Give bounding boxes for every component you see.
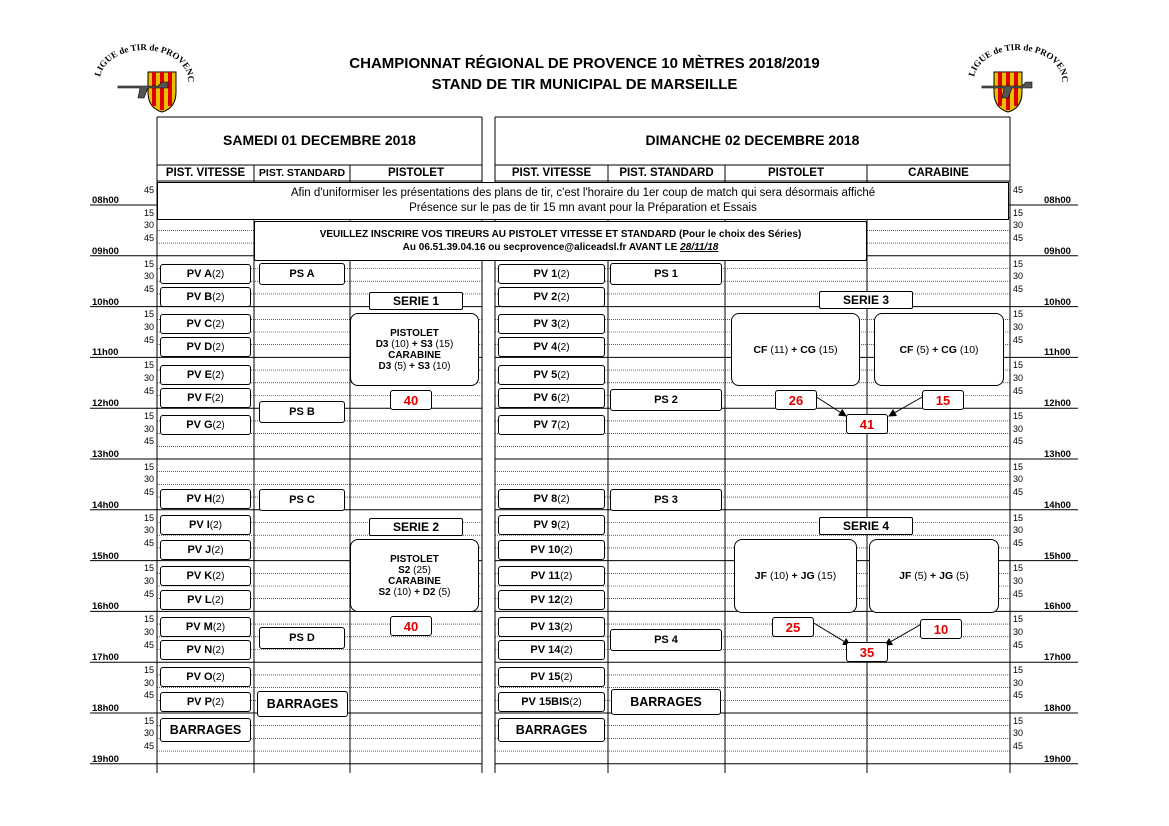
- sun-pv-5: PV 5 (2): [498, 365, 605, 385]
- quarter-label-left: 45: [143, 185, 154, 195]
- quarter-label-right: 15: [1013, 563, 1024, 574]
- sun-pv-4: PV 4 (2): [498, 337, 605, 357]
- hour-label-right: 09h00: [1044, 245, 1071, 257]
- quarter-label-right: 30: [1013, 728, 1024, 739]
- notice-line-1: Afin d'uniformiser les présentations des plans de tir, c'est l'horaire du 1er coup de match qui sera désormais affiché: [290, 187, 876, 199]
- serie-4-total: 35: [846, 642, 888, 662]
- quarter-label-right: 45: [1013, 537, 1024, 548]
- sun-pv-11: PV 11 (2): [498, 566, 605, 586]
- quarter-label-right: 15: [1013, 258, 1024, 269]
- sun-pv-9: PV 9 (2): [498, 515, 605, 535]
- quarter-label-right: 45: [1013, 487, 1024, 498]
- inscription-line-2: Au 06.51.39.04.16 ou secprovence@aliceadsl.fr AVANT LE 28/11/18: [402, 242, 719, 253]
- sat-barrages-pv: BARRAGES: [160, 718, 251, 742]
- serie-4-group-jf-jg-a: JF (10) + JG (15): [734, 539, 857, 613]
- quarter-label-left: 45: [143, 537, 154, 548]
- sat-pv-1: PV A (2): [160, 264, 251, 284]
- quarter-label-left: 30: [143, 474, 154, 485]
- sat-ps-2: PS B: [259, 401, 345, 423]
- sat-pv-8: PV H (2): [160, 489, 251, 509]
- quarter-label-left: 15: [143, 664, 154, 675]
- quarter-label-right: 30: [1013, 372, 1024, 383]
- sat-pv-14: PV N (2): [160, 640, 251, 660]
- notice-banner: [157, 182, 1009, 220]
- quarter-label-right: 45: [1013, 185, 1024, 195]
- quarter-label-right: 30: [1013, 677, 1024, 688]
- quarter-label-left: 15: [143, 207, 154, 218]
- quarter-label-right: 30: [1013, 220, 1024, 231]
- quarter-label-right: 45: [1013, 334, 1024, 345]
- deadline-date: 28/11/18: [680, 242, 719, 253]
- serie-4-group-jf-jg-b: JF (5) + JG (5): [869, 539, 999, 613]
- sun-pv-7: PV 7 (2): [498, 415, 605, 435]
- quarter-label-left: 45: [143, 690, 154, 701]
- sun-pv-6: PV 6 (2): [498, 388, 605, 408]
- notice-line-2: Présence sur le pas de tir 15 mn avant pour la Préparation et Essais: [409, 202, 757, 214]
- quarter-label-left: 15: [143, 360, 154, 371]
- hour-label-left: 18h00: [92, 703, 119, 714]
- sat-pv-10: PV J (2): [160, 540, 251, 560]
- col-header-sat-ps: PIST. STANDARD: [258, 167, 346, 179]
- quarter-label-right: 30: [1013, 576, 1024, 586]
- quarter-label-left: 30: [143, 576, 154, 586]
- quarter-label-left: 15: [143, 410, 154, 421]
- serie-3-group-cf-cg-b: CF (5) + CG (10): [874, 313, 1004, 386]
- serie-2-count: 40: [390, 616, 432, 636]
- sat-pv-4: PV D (2): [160, 337, 251, 357]
- serie-4-label: SERIE 4: [819, 517, 913, 535]
- quarter-label-right: 45: [1013, 283, 1024, 294]
- quarter-label-right: 30: [1013, 474, 1024, 485]
- sun-ps-4: PS 4: [610, 629, 722, 651]
- quarter-label-right: 15: [1013, 715, 1024, 726]
- quarter-label-left: 30: [143, 525, 154, 536]
- quarter-label-left: 15: [143, 512, 154, 523]
- hour-label-left: 09h00: [92, 245, 119, 257]
- hour-label-left: 08h00: [92, 195, 119, 206]
- sun-pv-1: PV 1 (2): [498, 264, 605, 284]
- serie-4b-count: 10: [920, 619, 962, 639]
- hour-label-right: 12h00: [1044, 398, 1071, 410]
- quarter-label-right: 45: [1013, 436, 1024, 447]
- quarter-label-left: 30: [143, 423, 154, 434]
- col-header-sun-pistolet: PISTOLET: [767, 167, 825, 179]
- sun-pv-10: PV 10 (2): [498, 540, 605, 560]
- quarter-label-left: 15: [143, 715, 154, 726]
- sun-ps-3: PS 3: [610, 489, 722, 511]
- sat-ps-4: PS D: [259, 627, 345, 649]
- hour-label-right: 19h00: [1044, 753, 1071, 765]
- quarter-label-right: 45: [1013, 639, 1024, 650]
- quarter-label-right: 30: [1013, 322, 1024, 332]
- sat-pv-9: PV I (2): [160, 515, 251, 535]
- quarter-label-left: 45: [143, 741, 154, 752]
- day-header-sunday: DIMANCHE 02 DECEMBRE 2018: [645, 132, 860, 148]
- sun-pv-14: PV 14 (2): [498, 640, 605, 660]
- hour-label-left: 16h00: [92, 601, 119, 613]
- sun-pv-12: PV 12 (2): [498, 590, 605, 610]
- quarter-label-right: 45: [1013, 233, 1024, 244]
- quarter-label-left: 45: [143, 233, 154, 244]
- sun-ps-2: PS 2: [610, 389, 722, 411]
- quarter-label-left: 45: [143, 487, 154, 498]
- hour-label-left: 12h00: [92, 398, 119, 410]
- sat-pv-7: PV G (2): [160, 415, 251, 435]
- quarter-label-right: 15: [1013, 614, 1024, 625]
- quarter-label-right: 15: [1013, 410, 1024, 421]
- serie-3a-count: 26: [775, 390, 817, 410]
- quarter-label-left: 45: [143, 436, 154, 447]
- quarter-label-left: 15: [143, 258, 154, 269]
- svg-text:LIGUE de TIR de PROVENCE: LIGUE de TIR de PROVENC: [966, 44, 1071, 83]
- quarter-label-left: 15: [143, 309, 154, 320]
- quarter-label-right: 45: [1013, 588, 1024, 599]
- inscription-notice: [254, 221, 867, 261]
- hour-label-right: 18h00: [1044, 703, 1071, 714]
- col-header-sat-pistolet: PISTOLET: [387, 167, 445, 179]
- col-header-sun-pv: PIST. VITESSE: [511, 167, 592, 179]
- serie-3-group-cf-cg-a: CF (11) + CG (15): [731, 313, 860, 386]
- hour-label-right: 15h00: [1044, 550, 1071, 562]
- quarter-label-right: 30: [1013, 525, 1024, 536]
- col-header-sun-ps: PIST. STANDARD: [619, 167, 714, 179]
- quarter-label-right: 15: [1013, 309, 1024, 320]
- quarter-label-right: 15: [1013, 664, 1024, 675]
- quarter-label-left: 15: [143, 461, 154, 472]
- quarter-label-left: 15: [143, 563, 154, 574]
- hour-label-right: 11h00: [1044, 347, 1071, 359]
- quarter-label-right: 15: [1013, 207, 1024, 218]
- quarter-label-left: 30: [143, 271, 154, 282]
- sun-pv-2: PV 2 (2): [498, 287, 605, 307]
- hour-label-right: 13h00: [1044, 449, 1071, 460]
- serie-1-label: SERIE 1: [369, 292, 463, 310]
- quarter-label-right: 15: [1013, 512, 1024, 523]
- page-subtitle: STAND DE TIR MUNICIPAL DE MARSEILLE: [431, 76, 738, 93]
- quarter-label-left: 15: [143, 614, 154, 625]
- serie-3b-count: 15: [922, 390, 964, 410]
- sat-pv-5: PV E (2): [160, 365, 251, 385]
- col-header-sat-pv: PIST. VITESSE: [165, 167, 246, 179]
- quarter-label-right: 30: [1013, 271, 1024, 282]
- quarter-label-left: 45: [143, 588, 154, 599]
- sun-pv-3: PV 3 (2): [498, 314, 605, 334]
- sat-pv-16: PV P (2): [160, 692, 251, 712]
- hour-label-right: 17h00: [1044, 652, 1071, 664]
- day-header-saturday: SAMEDI 01 DECEMBRE 2018: [223, 132, 416, 148]
- hour-label-left: 15h00: [92, 550, 119, 562]
- sat-barrages-ps: BARRAGES: [257, 691, 348, 717]
- sat-pv-3: PV C (2): [160, 314, 251, 334]
- sun-barrages-pv: BARRAGES: [498, 718, 605, 742]
- quarter-label-right: 45: [1013, 741, 1024, 752]
- sun-barrages-ps: BARRAGES: [611, 689, 721, 715]
- hour-label-left: 19h00: [92, 753, 119, 765]
- serie-2-label: SERIE 2: [369, 518, 463, 536]
- serie-1-group: PISTOLET D3 (10) + S3 (15) CARABINE D3 (5) + S3 (10): [350, 313, 479, 386]
- quarter-label-right: 30: [1013, 626, 1024, 637]
- hour-label-left: 17h00: [92, 652, 119, 664]
- quarter-label-right: 30: [1013, 423, 1024, 434]
- sat-pv-15: PV O (2): [160, 667, 251, 687]
- quarter-label-right: 15: [1013, 360, 1024, 371]
- serie-3-label: SERIE 3: [819, 291, 913, 309]
- svg-text:LIGUE de TIR de PROVENCE: LIGUE de TIR de PROVENC: [92, 44, 197, 83]
- sat-pv-12: PV L (2): [160, 590, 251, 610]
- sun-pv-8: PV 8 (2): [498, 489, 605, 509]
- hour-label-right: 10h00: [1044, 296, 1071, 308]
- quarter-label-left: 30: [143, 220, 154, 231]
- hour-label-left: 11h00: [92, 347, 119, 359]
- sat-ps-3: PS C: [259, 489, 345, 511]
- serie-4a-count: 25: [772, 617, 814, 637]
- hour-label-right: 08h00: [1044, 195, 1071, 206]
- hour-label-right: 16h00: [1044, 601, 1071, 613]
- quarter-label-left: 30: [143, 626, 154, 637]
- sun-pv-13: PV 13 (2): [498, 617, 605, 637]
- quarter-label-left: 45: [143, 385, 154, 396]
- quarter-label-right: 45: [1013, 690, 1024, 701]
- hour-label-left: 14h00: [92, 499, 119, 511]
- sun-pv-15: PV 15 (2): [498, 667, 605, 687]
- quarter-label-left: 30: [143, 322, 154, 332]
- quarter-label-left: 45: [143, 283, 154, 294]
- sun-pv-16: PV 15BIS (2): [498, 692, 605, 712]
- sat-pv-6: PV F (2): [160, 388, 251, 408]
- sat-pv-13: PV M (2): [160, 617, 251, 637]
- hour-label-right: 14h00: [1044, 499, 1071, 511]
- quarter-label-left: 30: [143, 728, 154, 739]
- sun-ps-1: PS 1: [610, 263, 722, 285]
- quarter-label-left: 30: [143, 372, 154, 383]
- serie-3-total: 41: [846, 414, 888, 434]
- inscription-line-1: VEUILLEZ INSCRIRE VOS TIREURS AU PISTOLET VITESSE ET STANDARD (Pour le choix des Séries): [319, 229, 802, 240]
- hour-label-left: 13h00: [92, 449, 119, 460]
- quarter-label-right: 45: [1013, 385, 1024, 396]
- page-title: CHAMPIONNAT RÉGIONAL DE PROVENCE 10 MÈTRES 2018/2019: [349, 55, 820, 72]
- sat-ps-1: PS A: [259, 263, 345, 285]
- hour-label-left: 10h00: [92, 296, 119, 308]
- serie-2-group: PISTOLET S2 (25) CARABINE S2 (10) + D2 (5): [350, 539, 479, 612]
- quarter-label-left: 30: [143, 677, 154, 688]
- quarter-label-left: 45: [143, 334, 154, 345]
- serie-1-count: 40: [390, 390, 432, 410]
- sat-pv-11: PV K (2): [160, 566, 251, 586]
- sat-pv-2: PV B (2): [160, 287, 251, 307]
- col-header-sun-carabine: CARABINE: [908, 167, 969, 179]
- quarter-label-left: 45: [143, 639, 154, 650]
- quarter-label-right: 15: [1013, 461, 1024, 472]
